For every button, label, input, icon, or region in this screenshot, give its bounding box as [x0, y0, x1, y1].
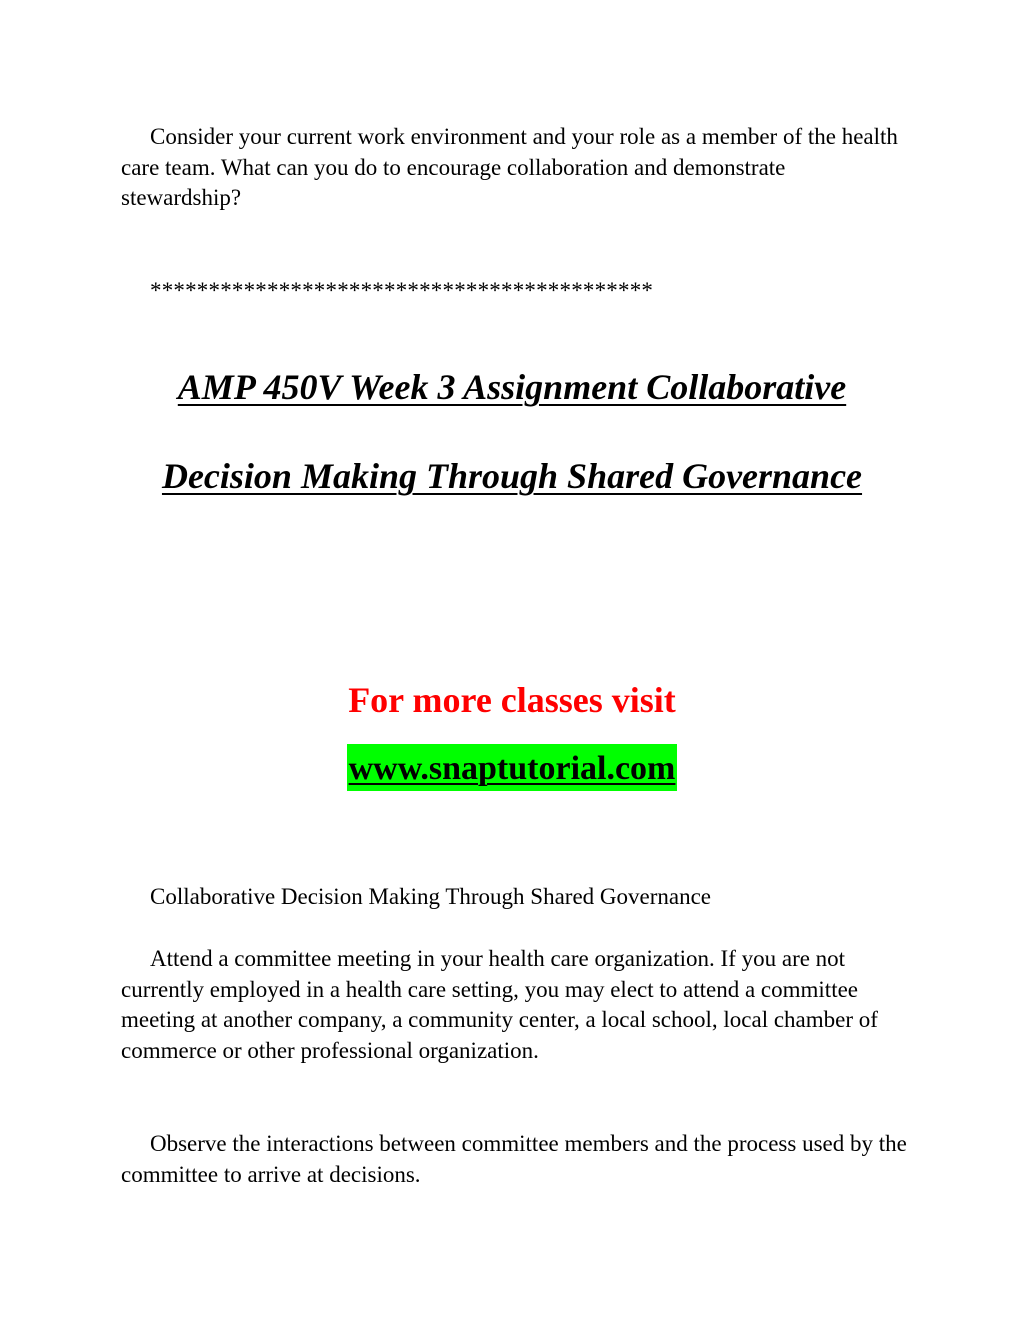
paragraph-observe-interactions: Observe the interactions between committee members and the process used by the committee to arrive at decisions.	[121, 1131, 907, 1187]
snaptutorial-link[interactable]: www.snaptutorial.com	[347, 744, 678, 791]
paragraph-committee-meeting: Attend a committee meeting in your health care organization. If you are not currently employed in a health care setting, you may elect to attend a committee meeting at another company, a community center, a local school, local chamber of commerce or other professional organization.	[121, 946, 878, 1063]
promo-link-container	[0, 744, 1024, 791]
assignment-title-line-2: Decision Making Through Shared Governance	[161, 456, 863, 496]
promo-heading: For more classes visit	[348, 680, 676, 720]
intro-paragraph: Consider your current work environment and your role as a member of the health care team. What can you do to encourage collaboration and demonstrate stewardship?	[121, 124, 898, 210]
separator-line: *******************************************	[150, 278, 654, 303]
assignment-title-line-1: AMP 450V Week 3 Assignment Collaborative	[177, 367, 847, 407]
section-heading: Collaborative Decision Making Through Shared Governance	[150, 884, 712, 909]
